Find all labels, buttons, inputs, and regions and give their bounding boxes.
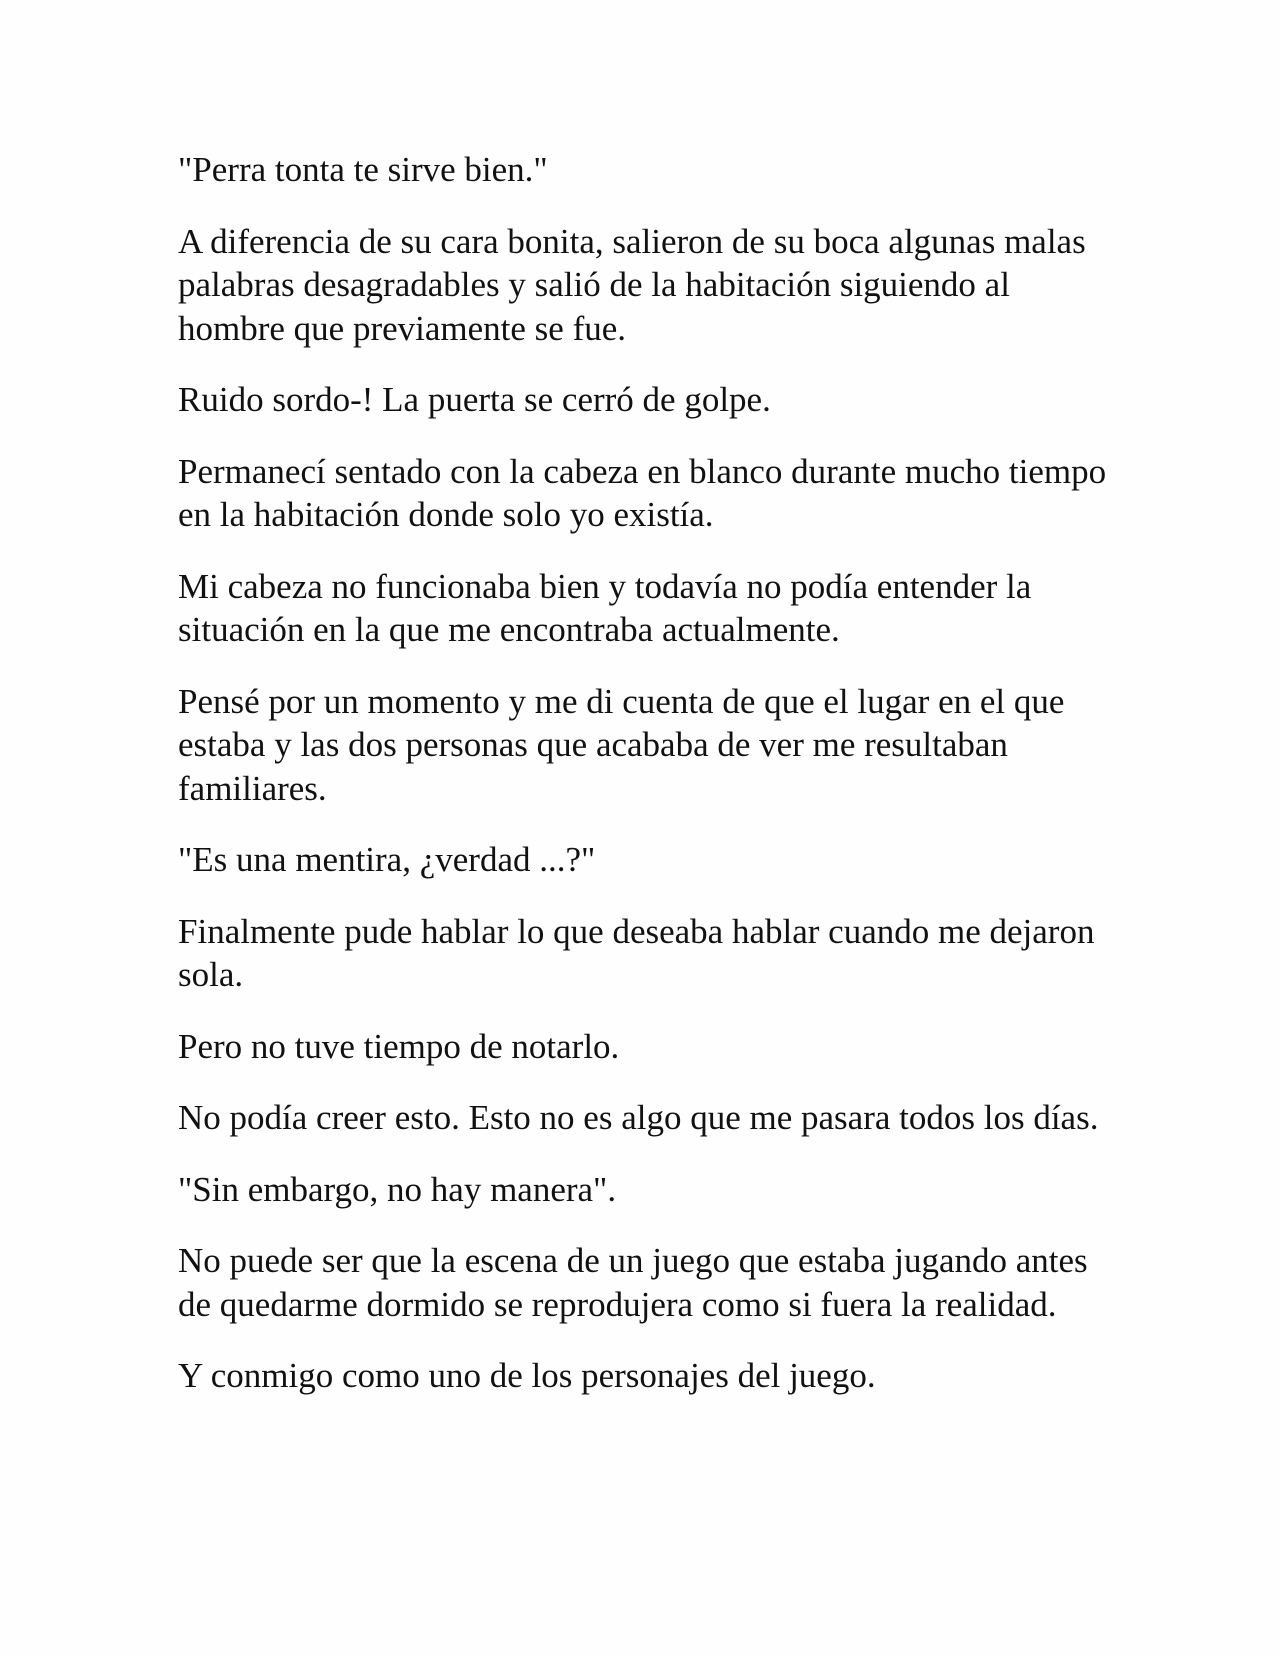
- paragraph: Pero no tuve tiempo de notarlo.: [178, 1026, 620, 1066]
- paragraph: Ruido sordo-! La puerta se cerró de golpe.: [178, 380, 771, 419]
- paragraph: A diferencia de su cara bonita, salieron de su boca algunas malas palabras desagradables y salió de la habitación siguiendo al hombre que previamente se fue.: [178, 221, 1086, 348]
- paragraph: No podía creer esto. Esto no es algo que me pasara todos los días.: [178, 1098, 1099, 1137]
- document-body: [178, 148, 1118, 1426]
- paragraph: Finalmente pude hablar lo que deseaba hablar cuando me dejaron sola.: [178, 911, 1095, 994]
- paragraph: Pensé por un momento y me di cuenta de que el lugar en el que estaba y las dos personas que acababa de ver me resultaban familiares.: [178, 681, 1065, 808]
- paragraph: Mi cabeza no funcionaba bien y todavía no podía entender la situación en la que me encontraba actualmente.: [178, 566, 1032, 649]
- paragraph: "Es una mentira, ¿verdad ...?": [178, 840, 596, 879]
- paragraph: "Perra tonta te sirve bien.": [178, 150, 548, 189]
- paragraph: Permanecí sentado con la cabeza en blanco durante mucho tiempo en la habitación donde solo yo existía.: [178, 451, 1107, 534]
- paragraph: Y conmigo como uno de los personajes del juego.: [178, 1356, 876, 1395]
- paragraph: No puede ser que la escena de un juego que estaba jugando antes de quedarme dormido se reprodujera como si fuera la realidad.: [178, 1241, 1088, 1324]
- paragraph: "Sin embargo, no hay manera".: [178, 1169, 617, 1209]
